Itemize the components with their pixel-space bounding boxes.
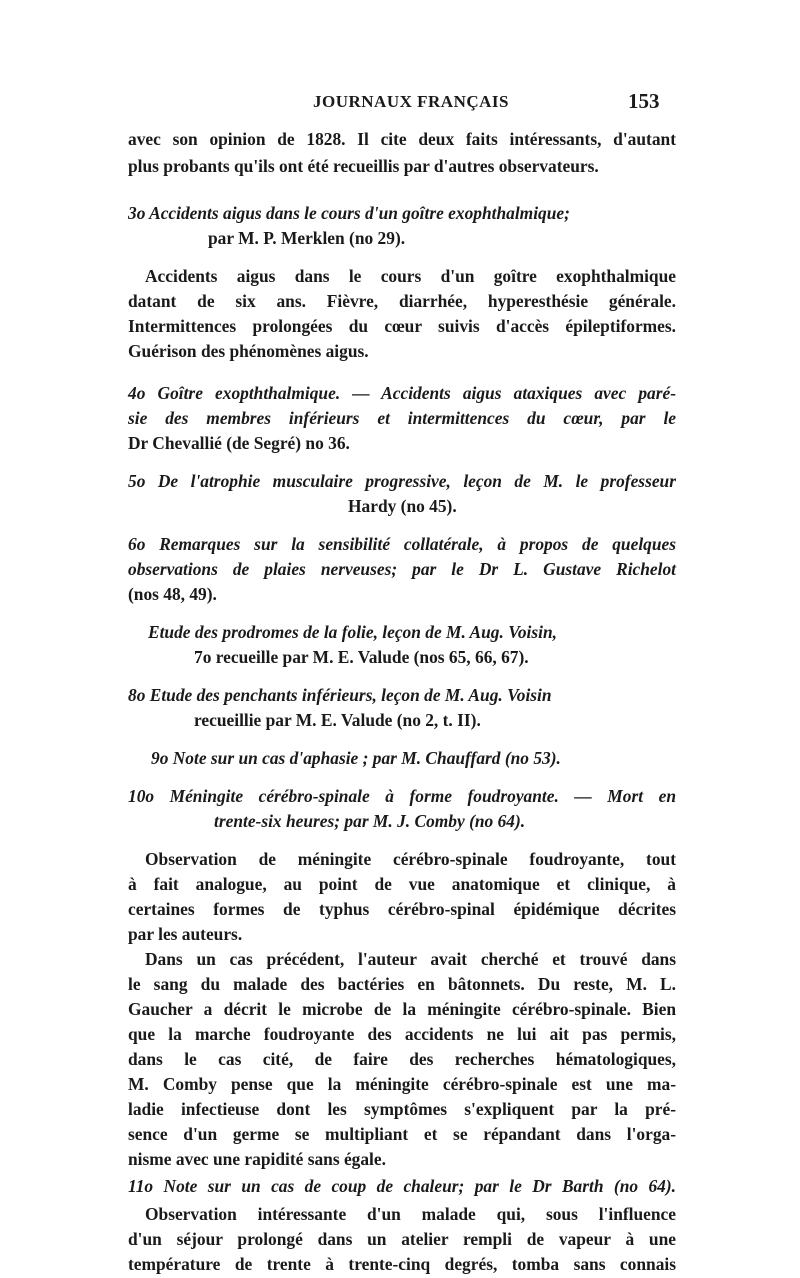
summary-line: Observation de méningite cérébro-spinale foudroyante, tout	[145, 849, 676, 869]
list-item-5-title: 5o De l'atrophie musculaire progressive, leçon de M. le professeur	[128, 471, 676, 491]
summary-line: Dans un cas précédent, l'auteur avait cherché et trouvé dans	[145, 949, 676, 969]
list-item-10-title: 10o Méningite cérébro-spinale à forme foudroyante. — Mort en	[128, 786, 676, 806]
summary-line: Accidents aigus dans le cours d'un goître exophthalmique	[145, 266, 676, 286]
list-item-8-author: recueillie par M. E. Valude (no 2, t. II).	[194, 710, 481, 730]
summary-line: Observation intéressante d'un malade qui, sous l'influence	[145, 1204, 676, 1224]
summary-line: Intermittences prolongées du cœur suivis d'accès épileptiformes.	[128, 316, 676, 336]
list-item-8-title: 8o Etude des penchants inférieurs, leçon de M. Aug. Voisin	[128, 685, 552, 705]
list-item-11-title: 11o Note sur un cas de coup de chaleur; par le Dr Barth (no 64).	[128, 1176, 676, 1196]
list-item-4-author: Dr Chevallié (de Segré) no 36.	[128, 433, 350, 453]
summary-line: d'un séjour prolongé dans un atelier rempli de vapeur à une	[128, 1229, 676, 1249]
text-line: plus probants qu'ils ont été recueillis par d'autres observateurs.	[128, 156, 599, 176]
summary-line: à fait analogue, au point de vue anatomique et clinique, à	[128, 874, 676, 894]
summary-line: ladie infectieuse dont les symptômes s'expliquent par la pré-	[128, 1099, 676, 1119]
summary-line: température de trente à trente-cinq degrés, tomba sans connais	[128, 1254, 676, 1274]
running-title: JOURNAUX FRANÇAIS	[313, 92, 509, 111]
list-item-7-title: Etude des prodromes de la folie, leçon de M. Aug. Voisin,	[148, 622, 558, 642]
text-line: avec son opinion de 1828. Il cite deux faits intéressants, d'autant	[128, 129, 676, 149]
list-item-4-title: 4o Goître exopththalmique. — Accidents aigus ataxiques avec paré-	[128, 383, 676, 403]
list-item-6-ref: (nos 48, 49).	[128, 584, 217, 604]
list-item-9-title: 9o Note sur un cas d'aphasie ; par M. Chauffard (no 53).	[151, 748, 561, 768]
summary-line: que la marche foudroyante des accidents ne lui ait pas permis,	[128, 1024, 676, 1044]
summary-line: datant de six ans. Fièvre, diarrhée, hyperesthésie générale.	[128, 291, 676, 311]
list-item-7-author: 7o recueille par M. E. Valude (nos 65, 66, 67).	[194, 647, 529, 667]
list-item-6-title: 6o Remarques sur la sensibilité collatérale, à propos de quelques	[128, 534, 676, 554]
list-item-5-author: Hardy (no 45).	[348, 496, 457, 516]
summary-line: Gaucher a décrit le microbe de la méningite cérébro-spinale. Bien	[128, 999, 676, 1019]
list-item-4-title: sie des membres inférieurs et intermittences du cœur, par le	[128, 408, 676, 428]
summary-line: certaines formes de typhus cérébro-spinal épidémique décrites	[128, 899, 676, 919]
page-header	[0, 89, 800, 118]
list-item-3-author: par M. P. Merklen (no 29).	[208, 228, 406, 248]
summary-line: M. Comby pense que la méningite cérébro-spinale est une ma-	[128, 1074, 676, 1094]
list-item-10-author: trente-six heures; par M. J. Comby (no 64).	[214, 811, 526, 831]
summary-line: le sang du malade des bactéries en bâtonnets. Du reste, M. L.	[128, 974, 676, 994]
list-item-3-title: 3o Accidents aigus dans le cours d'un goître exophthalmique;	[128, 203, 570, 223]
summary-line: nisme avec une rapidité sans égale.	[128, 1149, 386, 1169]
summary-line: par les auteurs.	[128, 924, 243, 944]
summary-line: dans le cas cité, de faire des recherches hématologiques,	[128, 1049, 676, 1069]
list-item-6-title: observations de plaies nerveuses; par le Dr L. Gustave Richelot	[128, 559, 676, 579]
page-number: 153	[628, 89, 660, 113]
summary-line: sence d'un germe se multipliant et se répandant dans l'orga-	[128, 1124, 676, 1144]
summary-line: Guérison des phénomènes aigus.	[128, 341, 369, 361]
